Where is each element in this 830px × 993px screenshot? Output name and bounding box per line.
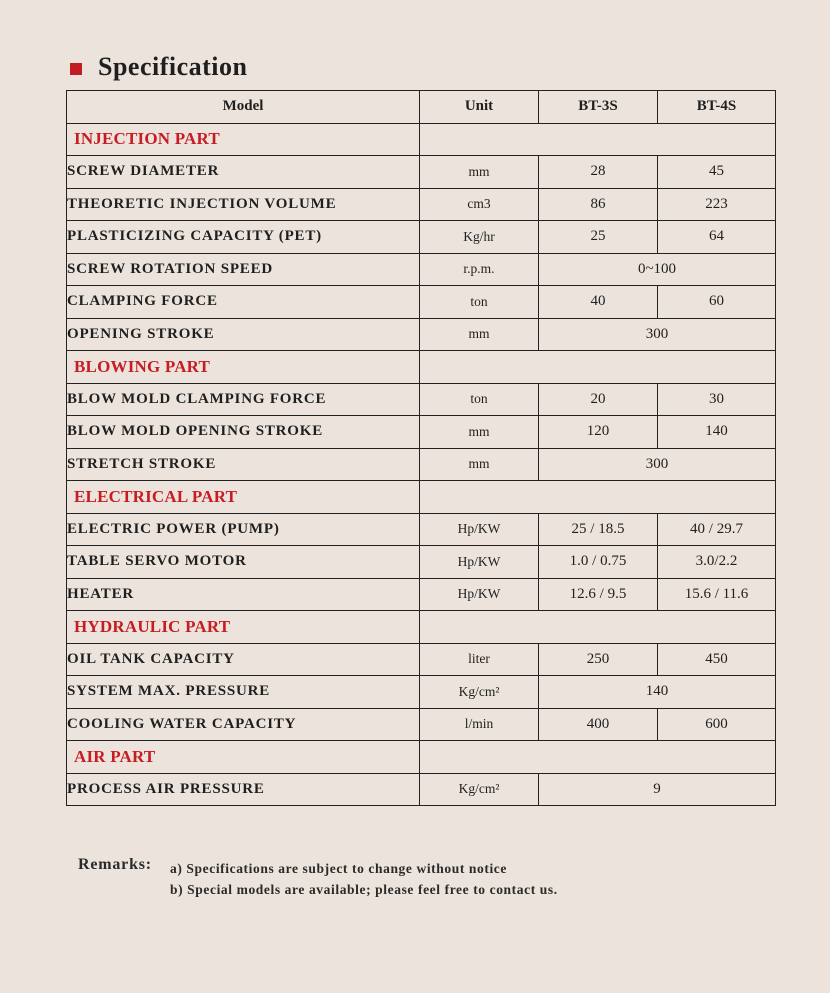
value-merged: 300 bbox=[539, 448, 776, 481]
value-bt4s: 223 bbox=[658, 188, 776, 221]
value-bt3s: 25 / 18.5 bbox=[539, 513, 658, 546]
header-col1: BT-3S bbox=[539, 91, 658, 124]
section-row bbox=[67, 123, 776, 156]
value-merged: 300 bbox=[539, 318, 776, 351]
unit-cell: Hp/KW bbox=[420, 546, 539, 579]
param-label: BLOW MOLD OPENING STROKE bbox=[67, 416, 420, 449]
page-title bbox=[70, 50, 248, 84]
title-text: Specification bbox=[98, 52, 248, 81]
unit-cell: r.p.m. bbox=[420, 253, 539, 286]
table-row bbox=[67, 708, 776, 741]
param-label: PLASTICIZING CAPACITY (PET) bbox=[67, 221, 420, 254]
value-bt4s: 450 bbox=[658, 643, 776, 676]
section-title: INJECTION PART bbox=[67, 123, 420, 156]
section-empty-cell bbox=[420, 741, 776, 774]
value-bt4s: 140 bbox=[658, 416, 776, 449]
section-row bbox=[67, 351, 776, 384]
table-row bbox=[67, 448, 776, 481]
value-merged: 9 bbox=[539, 773, 776, 806]
table-row bbox=[67, 383, 776, 416]
header-model: Model bbox=[67, 91, 420, 124]
param-label: THEORETIC INJECTION VOLUME bbox=[67, 188, 420, 221]
section-title: HYDRAULIC PART bbox=[67, 611, 420, 644]
unit-cell: ton bbox=[420, 383, 539, 416]
param-label: SCREW ROTATION SPEED bbox=[67, 253, 420, 286]
table-row bbox=[67, 253, 776, 286]
unit-cell: l/min bbox=[420, 708, 539, 741]
value-bt4s: 3.0/2.2 bbox=[658, 546, 776, 579]
section-empty-cell bbox=[420, 611, 776, 644]
section-title: BLOWING PART bbox=[67, 351, 420, 384]
value-merged: 140 bbox=[539, 676, 776, 709]
table-row bbox=[67, 643, 776, 676]
remark-line: b) Special models are available; please feel free to contact us. bbox=[170, 882, 558, 897]
unit-cell: mm bbox=[420, 318, 539, 351]
header-unit: Unit bbox=[420, 91, 539, 124]
header-col2: BT-4S bbox=[658, 91, 776, 124]
table-row bbox=[67, 773, 776, 806]
param-label: HEATER bbox=[67, 578, 420, 611]
value-bt3s: 86 bbox=[539, 188, 658, 221]
unit-cell: mm bbox=[420, 416, 539, 449]
value-bt3s: 40 bbox=[539, 286, 658, 319]
unit-cell: Kg/cm² bbox=[420, 773, 539, 806]
unit-cell: mm bbox=[420, 448, 539, 481]
param-label: SYSTEM MAX. PRESSURE bbox=[67, 676, 420, 709]
table-row bbox=[67, 546, 776, 579]
section-title: ELECTRICAL PART bbox=[67, 481, 420, 514]
section-empty-cell bbox=[420, 351, 776, 384]
unit-cell: liter bbox=[420, 643, 539, 676]
unit-cell: ton bbox=[420, 286, 539, 319]
section-row bbox=[67, 481, 776, 514]
table-row bbox=[67, 221, 776, 254]
param-label: COOLING WATER CAPACITY bbox=[67, 708, 420, 741]
table-row bbox=[67, 156, 776, 189]
unit-cell: Hp/KW bbox=[420, 578, 539, 611]
value-bt3s: 20 bbox=[539, 383, 658, 416]
value-merged: 0~100 bbox=[539, 253, 776, 286]
section-row bbox=[67, 741, 776, 774]
value-bt3s: 250 bbox=[539, 643, 658, 676]
unit-cell: Kg/hr bbox=[420, 221, 539, 254]
param-label: TABLE SERVO MOTOR bbox=[67, 546, 420, 579]
remarks-label: Remarks: bbox=[78, 856, 152, 873]
remark-line: a) Specifications are subject to change without notice bbox=[170, 861, 507, 876]
param-label: OIL TANK CAPACITY bbox=[67, 643, 420, 676]
param-label: OPENING STROKE bbox=[67, 318, 420, 351]
square-bullet-icon bbox=[70, 63, 82, 75]
unit-cell: cm3 bbox=[420, 188, 539, 221]
param-label: BLOW MOLD CLAMPING FORCE bbox=[67, 383, 420, 416]
value-bt3s: 400 bbox=[539, 708, 658, 741]
value-bt4s: 40 / 29.7 bbox=[658, 513, 776, 546]
spec-table bbox=[66, 90, 776, 806]
header-row bbox=[67, 91, 776, 124]
value-bt4s: 600 bbox=[658, 708, 776, 741]
value-bt3s: 1.0 / 0.75 bbox=[539, 546, 658, 579]
table-row bbox=[67, 188, 776, 221]
unit-cell: mm bbox=[420, 156, 539, 189]
param-label: CLAMPING FORCE bbox=[67, 286, 420, 319]
unit-cell: Kg/cm² bbox=[420, 676, 539, 709]
section-row bbox=[67, 611, 776, 644]
table-row bbox=[67, 416, 776, 449]
param-label: ELECTRIC POWER (PUMP) bbox=[67, 513, 420, 546]
table-row bbox=[67, 513, 776, 546]
param-label: SCREW DIAMETER bbox=[67, 156, 420, 189]
param-label: PROCESS AIR PRESSURE bbox=[67, 773, 420, 806]
value-bt4s: 45 bbox=[658, 156, 776, 189]
value-bt4s: 30 bbox=[658, 383, 776, 416]
section-empty-cell bbox=[420, 481, 776, 514]
section-title: AIR PART bbox=[67, 741, 420, 774]
value-bt4s: 64 bbox=[658, 221, 776, 254]
table-row bbox=[67, 318, 776, 351]
param-label: STRETCH STROKE bbox=[67, 448, 420, 481]
section-empty-cell bbox=[420, 123, 776, 156]
table-row bbox=[67, 286, 776, 319]
unit-cell: Hp/KW bbox=[420, 513, 539, 546]
table-row bbox=[67, 676, 776, 709]
value-bt4s: 60 bbox=[658, 286, 776, 319]
value-bt3s: 12.6 / 9.5 bbox=[539, 578, 658, 611]
table-row bbox=[67, 578, 776, 611]
value-bt3s: 28 bbox=[539, 156, 658, 189]
value-bt3s: 25 bbox=[539, 221, 658, 254]
value-bt3s: 120 bbox=[539, 416, 658, 449]
value-bt4s: 15.6 / 11.6 bbox=[658, 578, 776, 611]
